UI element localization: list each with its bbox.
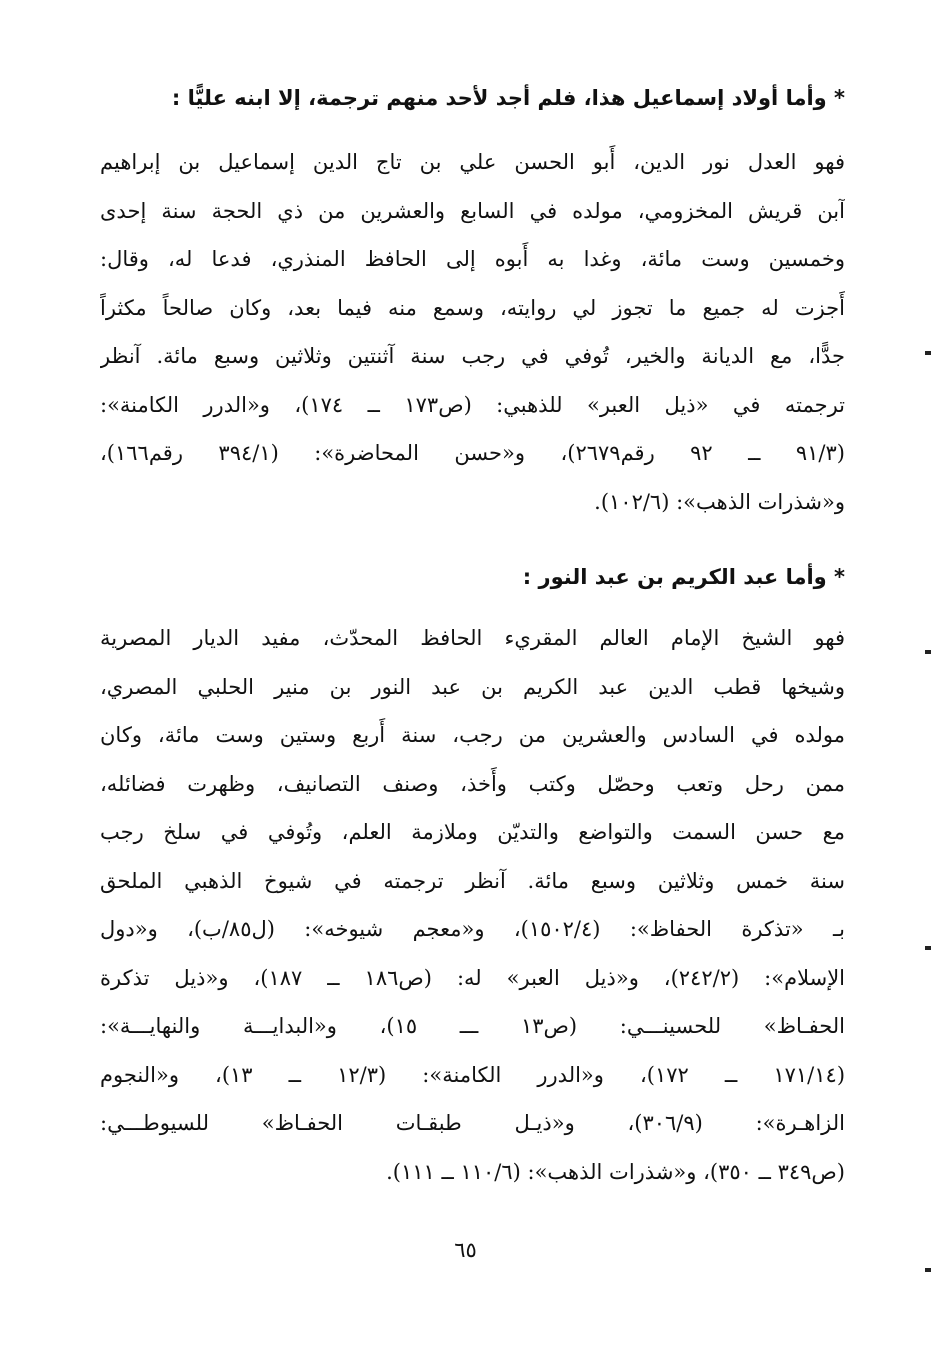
margin-mark bbox=[925, 650, 931, 654]
paragraph-abdulkarim-line: (١٧١/١٤ ــ ١٧٢)، و«الدرر الكامنة»: (١٢/٣ ــ ١٣)، و«النجوم bbox=[100, 1062, 845, 1087]
paragraph-abdulkarim-line: (ص٣٤٩ ــ ٣٥٠)، و«شذرات الذهب»: (١١٠/٦ ــ ١١١). bbox=[386, 1159, 845, 1184]
page-number: ٦٥ bbox=[454, 1238, 477, 1262]
paragraph-ali-line: فهو العدل نور الدين، أَبو الحسن علي بن تاج الدين إسماعيل بن إبراهيم bbox=[100, 150, 845, 174]
paragraph-ali-line: أَجزت له جميع ما تجوز لي روايته، وسمع منه فيما بعد، وكان صالحاً مكثراً bbox=[100, 295, 845, 320]
paragraph-ali-line: آبن قريش المخزومي، مولده في السابع والعشرين من ذي الحجة سنة إحدى bbox=[100, 198, 845, 223]
paragraph-ali-line: جدًّا، مع الديانة والخير، تُوفي في رجب سنة آثنتين وثلاثين وسبع مائة. آنظر bbox=[100, 344, 845, 368]
heading-ali: * وأما أولاد إسماعيل هذا، فلم أجد لأحد منهم ترجمة، إلا ابنه عليًّا : bbox=[171, 86, 845, 110]
paragraph-abdulkarim-line: الإسلام»: (٢٤٢/٢)، و«ذيل العبر» له: (ص١٨٦ ــ ١٨٧)، و«ذيل تذكرة bbox=[100, 965, 845, 990]
paragraph-abdulkarim-line: بـ «تذكرة الحفاظ»: (١٥٠٢/٤)، و«معجم شيوخه»: (ل٨٥/ب)، و«دول bbox=[100, 917, 845, 941]
paragraph-ali-line: (٩١/٣ ــ ٩٢ رقم٢٦٧٩)، و«حسن المحاضرة»: (٣٩٤/١ رقم١٦٦)، bbox=[100, 441, 845, 465]
paragraph-ali-line: وخمسين وست مائة، وغدا به أَبوه إلى الحافظ المنذري، فدعا له، وقال: bbox=[100, 247, 845, 271]
paragraph-abdulkarim-line: وشيخها قطب الدين عبد الكريم بن عبد النور بن منير الحلبي المصري، bbox=[100, 674, 845, 699]
paragraph-abdulkarim-line: سنة خمس وثلاثين وسبع مائة. آنظر ترجمته في شيوخ الذهبي الملحق bbox=[100, 868, 845, 893]
heading-abdulkarim: * وأما عبد الكريم بن عبد النور : bbox=[522, 565, 845, 589]
paragraph-ali bbox=[100, 138, 845, 526]
margin-mark bbox=[925, 946, 931, 950]
paragraph-abdulkarim-line: مولده في السادس والعشرين من رجب، سنة أَربع وستين وست مائة، وكان bbox=[100, 723, 845, 747]
margin-mark bbox=[925, 351, 931, 355]
paragraph-abdulkarim-line: الحفـاظ» للحسينـــي: (ص١٣ ـــ ١٥)، و«البدايـــة والنهايـــة»: bbox=[100, 1014, 845, 1038]
paragraph-abdulkarim-line: الزاهـرة»: (٣٠٦/٩)، و«ذيـل طبقـات الحفـاظ» للسيوطـــي: bbox=[100, 1111, 845, 1135]
paragraph-abdulkarim-line: فهو الشيخ الإمام العالم المقريء الحافظ المحدّث، مفيد الديار المصرية bbox=[100, 626, 845, 650]
paragraph-abdulkarim-line: ممن رحل وتعب وحصّل وكتب وأَخذ، وصنف التصانيف، وظهرت فضائله، bbox=[100, 771, 845, 796]
paragraph-ali-line: و«شذرات الذهب»: (١٠٢/٦). bbox=[594, 489, 845, 514]
paragraph-abdulkarim bbox=[100, 614, 845, 1196]
paragraph-ali-line: ترجمته في «ذيل العبر» للذهبي: (ص١٧٣ ــ ١٧٤)، و«الدرر الكامنة»: bbox=[100, 392, 845, 417]
paragraph-abdulkarim-line: مع حسن السمت والتواضع والتديّن وملازمة العلم، وتُوفي في سلخ رجب bbox=[100, 820, 845, 844]
section-heading-ali bbox=[100, 84, 845, 112]
paragraph-abdulkarim-body bbox=[100, 614, 845, 1196]
paragraph-ali-body bbox=[100, 138, 845, 526]
section-heading-abdulkarim bbox=[100, 563, 845, 591]
margin-mark bbox=[925, 1268, 931, 1272]
